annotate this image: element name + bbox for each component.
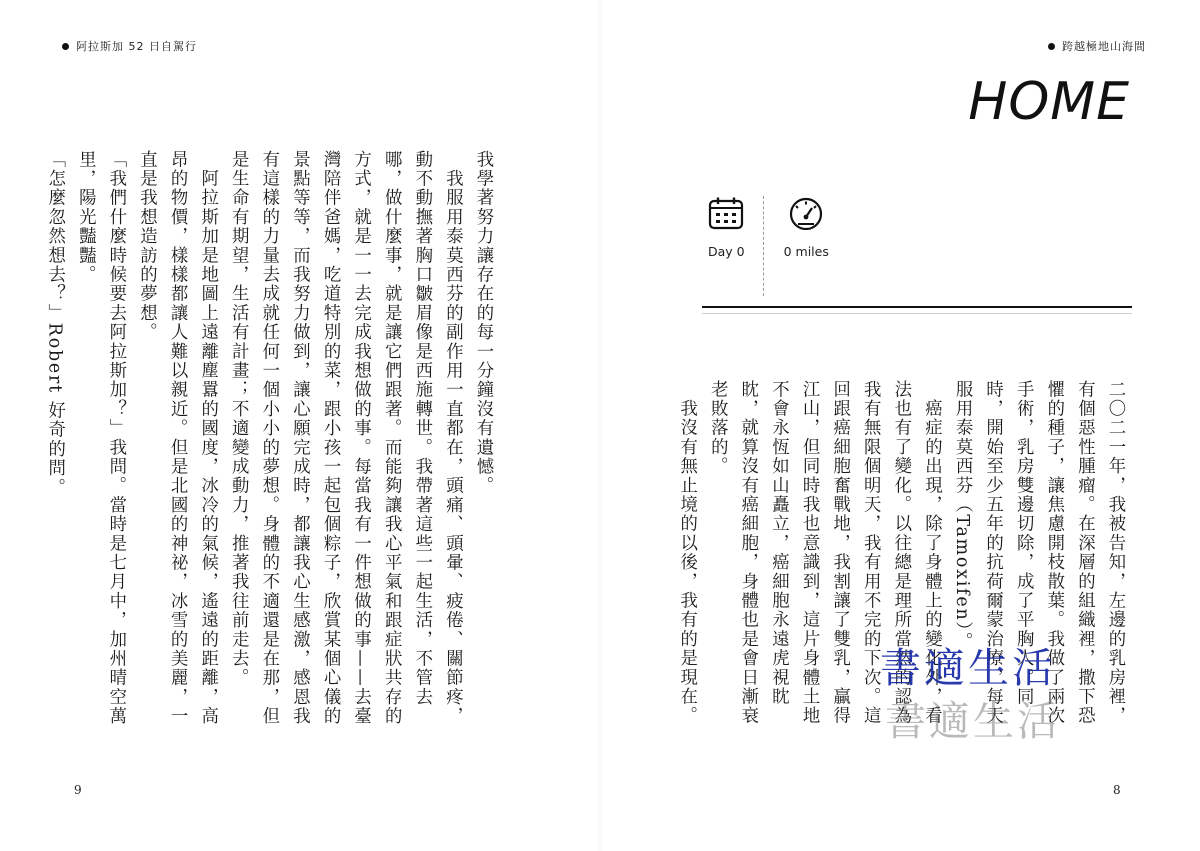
watermark-shadow-text: 書適生活 bbox=[885, 697, 1061, 745]
page-number-right: 8 bbox=[1113, 783, 1121, 797]
running-head-left bbox=[62, 38, 197, 54]
running-head-right bbox=[1048, 38, 1146, 54]
bullet-dot-icon bbox=[1048, 43, 1055, 50]
speedometer-icon bbox=[788, 196, 824, 230]
stat-divider bbox=[763, 196, 764, 296]
section-rule-thin bbox=[702, 313, 1132, 314]
running-head-left-text: 阿拉斯加 52 日自駕行 bbox=[76, 40, 197, 53]
page-number-left: 9 bbox=[74, 783, 82, 797]
right-body-text: 二〇二一年，我被告知，左邊的乳房裡，有個惡性腫瘤。在深層的組織裡，撒下恐懼的種子，讓焦慮開枝散葉。我做了兩次手術，乳房雙邊切除，成了平胸人。同時，開始至少五年的抗荷爾蒙治療，每天服用泰莫西芬（Tamoxifen）。 癌症的出現，除了身體上的變化外，看法也有了變化。以往總是理所當然的認為我有無限個明天，我有用不完的下次。這回跟癌細胞奮戰地，我割讓了雙乳，贏得江山，但同時我也意識到，這片身體土地不會永恆如山矗立，癌細胞永遠虎視眈眈，就算沒有癌細胞，身體也是會日漸衰老敗落的。 我沒有無止境的以後，我有的是現在。 bbox=[676, 380, 1125, 726]
section-rule bbox=[702, 306, 1132, 308]
calendar-icon bbox=[708, 196, 744, 230]
watermark-text: 書適生活 bbox=[880, 644, 1056, 692]
bullet-dot-icon bbox=[62, 43, 69, 50]
right-page bbox=[600, 0, 1200, 851]
running-head-right-text: 跨越極地山海間 bbox=[1062, 40, 1146, 53]
stat-miles bbox=[784, 196, 829, 259]
stat-day-label: Day 0 bbox=[708, 244, 745, 259]
left-body-text: 我學著努力讓存在的每一分鐘沒有遺憾。 我服用泰莫西芬的副作用一直都在，頭痛、頭暈、疲倦、關節疼，動不動撫著胸口皺眉像是西施轉世。我帶著這些一起生活，不管去哪，做什麼事，就是讓它們跟著。而能夠讓我心平氣和跟症狀共存的方式，就是一一去完成我想做的事。每當我有一件想做的事——去臺灣陪伴爸媽，吃道特別的菜，跟小孩一起包個粽子，欣賞某個心儀的景點等等，而我努力做到，讓心願完成時，都讓我心生感激，感恩我有這樣的力量去成就任何一個小小的夢想。身體的不適還是在那，但是生命有期望，生活有計畫；不適變成動力，推著我往前走去。 阿拉斯加是地圖上遠離塵囂的國度，冰冷的氣候，遙遠的距離，高昂的物價，樣樣都讓人難以親近。但是北國的神祕，冰雪的美麗，一直是我想造訪的夢想。 「我們什麼時候要去阿拉斯加？」我問。當時是七月中，加州晴空萬里，陽光豔豔。 「怎麼忽然想去？」Robert 好奇的問。 bbox=[44, 150, 493, 726]
stat-miles-label: 0 miles bbox=[783, 244, 829, 259]
stat-day bbox=[708, 196, 745, 259]
chapter-title: HOME bbox=[968, 72, 1130, 132]
trip-stats bbox=[708, 196, 829, 296]
